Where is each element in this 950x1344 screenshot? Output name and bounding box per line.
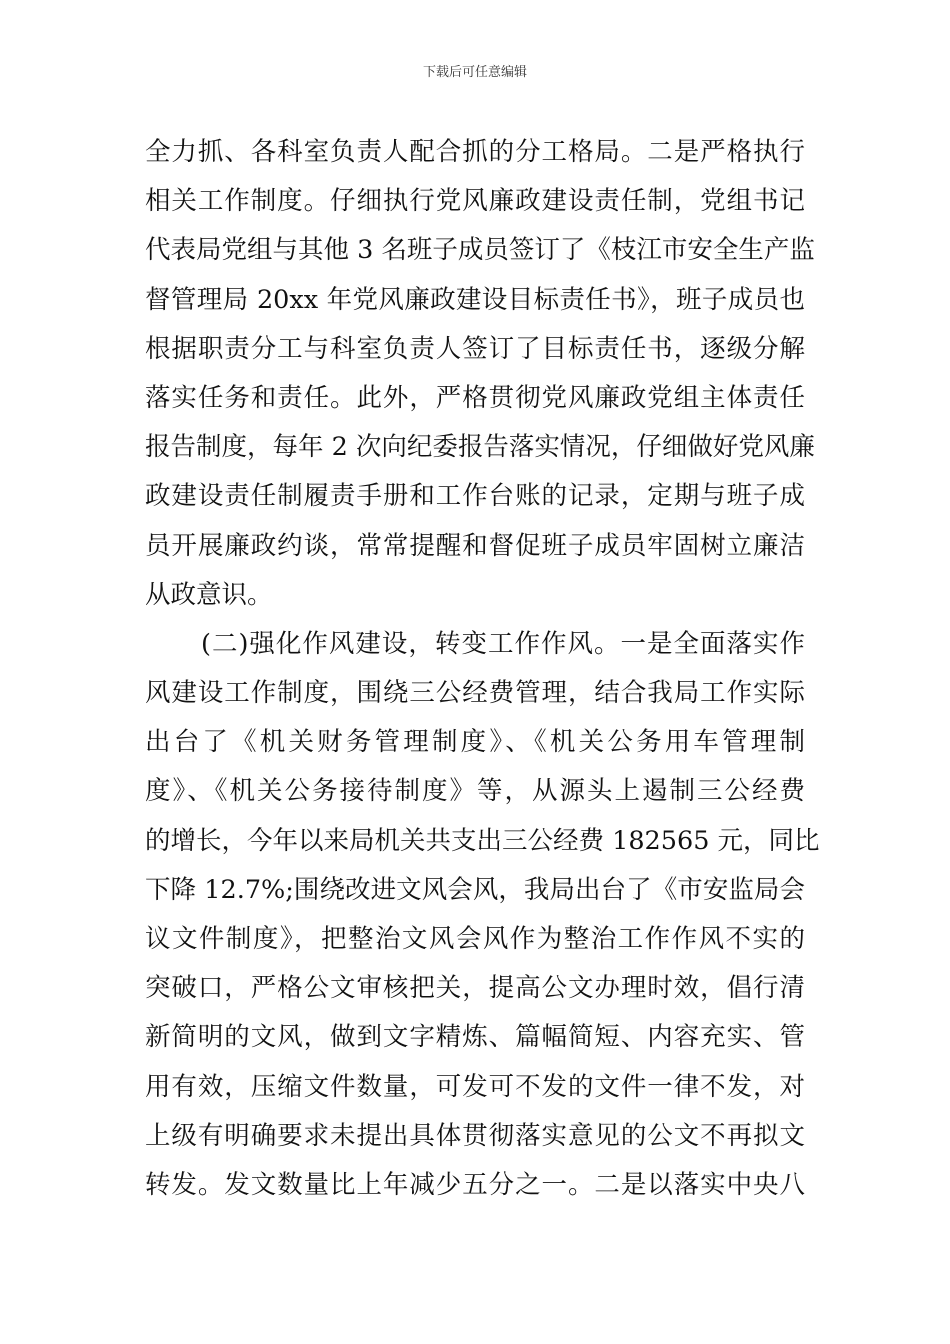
text-line: 相关工作制度。仔细执行党风廉政建设责任制，党组书记: [145, 186, 805, 217]
text-line: 议文件制度》，把整治文风会风作为整治工作作风不实的: [145, 924, 805, 954]
text-line: 员开展廉政约谈，常常提醒和督促班子成员牢固树立廉洁: [145, 530, 805, 561]
text-line: 上级有明确要求未提出具体贯彻落实意见的公文不再拟文: [145, 1120, 805, 1151]
text-line: 度》、《机关公务接待制度》等，从源头上遏制三公经费: [145, 776, 805, 807]
text-line: 风建设工作制度，围绕三公经费管理，结合我局工作实际: [145, 678, 805, 709]
text-line: 突破口，严格公文审核把关，提高公文办理时效，倡行清: [145, 973, 805, 1004]
text-line: 政建设责任制履责手册和工作台账的记录，定期与班子成: [145, 481, 805, 512]
text-line: 代表局党组与其他 3 名班子成员签订了《枝江市安全生产监: [145, 235, 815, 266]
text-line: 根据职责分工与科室负责人签订了目标责任书，逐级分解: [145, 333, 805, 364]
text-line: 从政意识。: [145, 579, 273, 610]
text-line: 用有效，压缩文件数量，可发可不发的文件一律不发，对: [145, 1071, 805, 1102]
text-line: 的增长，今年以来局机关共支出三公经费 182565 元，同比: [145, 825, 820, 856]
text-line: (二)强化作风建设，转变工作作风。一是全面落实作: [201, 628, 805, 659]
text-line: 下降 12.7%;围绕改进文风会风，我局出台了《市安监局会: [145, 874, 805, 905]
text-line: 新简明的文风，做到文字精炼、篇幅简短、内容充实、管: [145, 1022, 805, 1053]
page-header: 下载后可任意编辑: [422, 65, 527, 80]
text-line: 督管理局 20xx 年党风廉政建设目标责任书》，班子成员也: [145, 284, 805, 315]
text-line: 转发。发文数量比上年减少五分之一。二是以落实中央八: [145, 1169, 805, 1200]
text-line: 出台了《机关财务管理制度》、《机关公务用车管理制: [145, 727, 805, 758]
text-line: 全力抓、各科室负责人配合抓的分工格局。二是严格执行: [145, 137, 805, 167]
text-line: 报告制度，每年 2 次向纪委报告落实情况，仔细做好党风廉: [145, 432, 815, 463]
text-line: 落实任务和责任。此外，严格贯彻党风廉政党组主体责任: [145, 382, 805, 413]
document-body: [145, 128, 820, 1210]
